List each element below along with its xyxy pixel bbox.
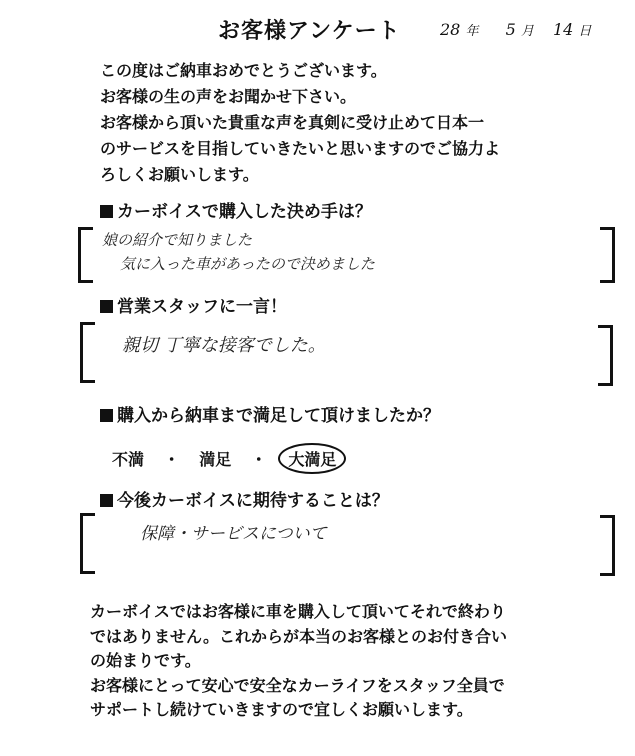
date-month-unit: 月	[520, 24, 534, 39]
intro-text	[100, 58, 600, 188]
question-3-label: 購入から納車まで満足して頂けましたか？	[100, 401, 440, 426]
survey-date	[440, 20, 591, 39]
option-very-satisfied-selected: 大満足	[278, 443, 346, 474]
intro-line: のサービスを目指していきたいと思いますのでご協力よ	[100, 139, 501, 158]
question-4-label: 今後カーボイスに期待することは？	[100, 486, 389, 511]
closing-line: の始まりです。	[90, 651, 201, 670]
intro-line: お客様から頂いた貴重な声を真剣に受け止めて日本一	[100, 113, 485, 132]
date-day: 14	[552, 20, 574, 39]
page-title: お客様アンケート	[218, 19, 401, 44]
question-2-label: 営業スタッフに一言！	[100, 292, 287, 317]
question-4-answer	[140, 522, 327, 546]
intro-line: ろしくお願いします。	[100, 165, 259, 184]
intro-line: お客様の生の声をお聞かせ下さい。	[100, 87, 357, 106]
closing-line: お客様にとって安心で安全なカーライフをスタッフ全員で	[90, 675, 505, 695]
answer-bracket-right	[598, 325, 613, 386]
closing-line: ではありません。これからが本当のお客様とのお付き合い	[90, 626, 507, 646]
option-separator: ・	[163, 450, 180, 469]
answer-bracket-right	[600, 227, 615, 283]
date-month: 5	[505, 20, 516, 39]
option-dissatisfied: 不満	[112, 450, 145, 469]
satisfaction-options	[112, 443, 346, 474]
closing-line: サポートし続けていきますので宜しくお願いします。	[90, 700, 473, 719]
date-year-unit: 年	[465, 24, 479, 39]
date-year: 28	[440, 20, 461, 39]
option-satisfied: 満足	[199, 450, 232, 469]
bullet-square-icon	[100, 300, 113, 313]
answer-line: 親切 丁寧な接客でした。	[122, 335, 326, 356]
bullet-square-icon	[100, 205, 113, 218]
closing-text	[90, 600, 590, 723]
answer-bracket-right	[600, 515, 615, 576]
bullet-square-icon	[100, 494, 113, 507]
option-separator: ・	[250, 450, 267, 469]
question-2-answer	[122, 334, 326, 358]
answer-line: 保障・サービスについて	[140, 524, 327, 544]
answer-bracket-left	[80, 322, 95, 383]
answer-bracket-left	[80, 513, 95, 574]
answer-line: 気に入った車があったので決めました	[120, 255, 375, 273]
date-day-unit: 日	[578, 24, 592, 39]
intro-line: この度はご納車おめでとうございます。	[100, 61, 387, 80]
answer-line: 娘の紹介で知りました	[102, 231, 253, 249]
question-1-answer	[102, 228, 375, 276]
answer-bracket-left	[78, 227, 93, 283]
closing-line: カーボイスではお客様に車を購入して頂いてそれで終わり	[90, 602, 506, 621]
question-1-label: カーボイスで購入した決め手は？	[100, 197, 372, 222]
bullet-square-icon	[100, 409, 113, 422]
